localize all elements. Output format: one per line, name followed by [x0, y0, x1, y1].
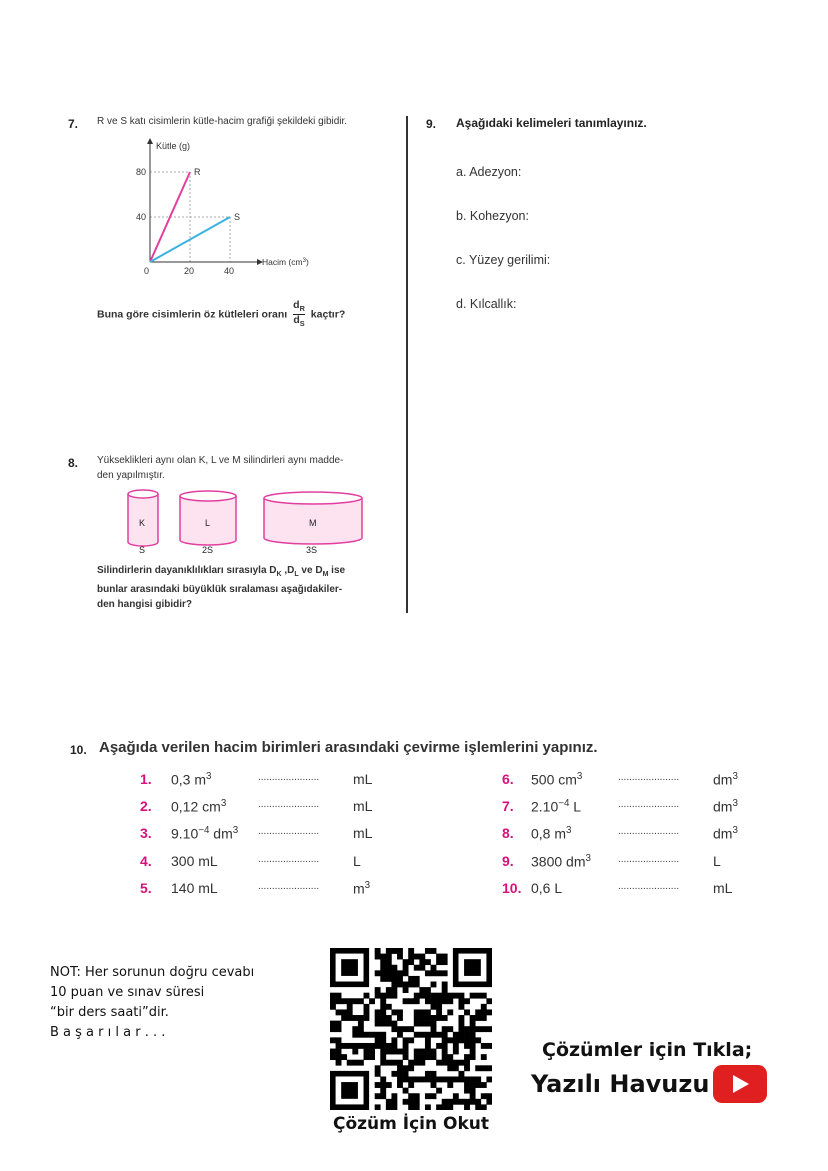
question-9-number: 9.: [426, 117, 437, 131]
conversion-value-exponent: 3: [566, 825, 572, 836]
target-unit-text: dm: [713, 798, 733, 815]
conversion-value-exponent: −4: [198, 825, 210, 836]
conversion-value: [171, 880, 218, 896]
conversion-number: 5.: [140, 880, 152, 896]
target-unit-text: L: [353, 853, 361, 869]
note-line2: 10 puan ve sınav süresi: [50, 985, 205, 1000]
answer-blank[interactable]: ......................: [258, 881, 320, 892]
question-10-title: Aşağıda verilen hacim birimleri arasındaki çevirme işlemlerini yapınız.: [99, 739, 598, 756]
cylinders-figure: [120, 488, 370, 556]
conversion-number: 8.: [502, 825, 514, 841]
qr-code[interactable]: [330, 948, 492, 1110]
cylinder-k-label: K: [139, 518, 146, 528]
conversion-value-exponent: −4: [558, 798, 570, 809]
question-7-prompt: [97, 300, 345, 329]
frac-bottom-sub: S: [299, 319, 305, 329]
answer-blank[interactable]: ......................: [618, 854, 680, 865]
cylinder-l-label: L: [205, 518, 211, 528]
target-unit-exponent: 3: [364, 880, 371, 891]
promo-line2: Yazılı Havuzu: [531, 1070, 710, 1098]
q8-sub-k: K: [276, 571, 282, 578]
conversion-value-text: 500 cm: [531, 771, 577, 788]
note-line4: B a ş a r ı l a r . . .: [50, 1025, 166, 1040]
question-8-prompt: [97, 563, 345, 612]
conversion-number: 6.: [502, 771, 514, 787]
conversion-value: [531, 853, 591, 870]
q8-text-line1: Yükseklikleri aynı olan K, L ve M silindirleri aynı madde-: [97, 455, 344, 466]
cylinder-m-label: M: [309, 518, 317, 528]
mass-volume-chart: [110, 135, 340, 280]
density-ratio-fraction: [293, 300, 305, 329]
conversion-value-exponent: 3: [585, 853, 591, 864]
target-unit: [353, 880, 370, 897]
target-unit-exponent: 3: [732, 798, 738, 809]
x-axis-label: Hacim $(cm^3)$: [262, 257, 309, 267]
column-divider: [406, 116, 408, 613]
series-label-s: S: [234, 212, 241, 222]
question-7-number: 7.: [68, 117, 79, 131]
conversion-number: 7.: [502, 798, 514, 814]
conversion-value-text: 2.10: [531, 798, 559, 815]
answer-blank[interactable]: ......................: [618, 772, 680, 783]
q8-prompt-line1b: ise: [328, 565, 346, 576]
target-unit-exponent: 3: [732, 771, 738, 782]
target-unit-text: m: [353, 880, 365, 897]
series-label-r: R: [194, 167, 201, 177]
conversion-number: 9.: [502, 853, 514, 869]
question-8-number: 8.: [68, 456, 79, 470]
qr-caption: Çözüm İçin Okut: [333, 1114, 490, 1134]
q8-prompt-line2: bunlar arasındaki büyüklük sıralaması aşağıdakiler-: [97, 584, 343, 595]
q8-prompt-line1a: Silindirlerin dayanıklılıkları sırasıyla D: [97, 565, 277, 576]
target-unit: [713, 880, 732, 896]
cylinder-k-area: S: [139, 545, 146, 555]
x-tick-label: 0: [144, 266, 150, 276]
y-axis-label: Kütle (g): [156, 141, 191, 151]
conversion-number: 4.: [140, 853, 152, 869]
answer-blank[interactable]: ......................: [618, 799, 680, 810]
conversion-value-text: 0,8 m: [531, 825, 567, 842]
conversion-value-text: 0,3 m: [171, 771, 207, 788]
x-tick-label: 20: [184, 266, 195, 276]
target-unit: [353, 771, 372, 787]
q9-item-yuzey-gerilimi: c. Yüzey gerilimi:: [456, 253, 551, 267]
exam-note: [50, 963, 254, 1043]
cylinder-m-area: 3S: [306, 545, 318, 555]
conversion-value: [531, 771, 582, 788]
note-line1: NOT: Her sorunun doğru cevabı: [50, 965, 255, 980]
answer-blank[interactable]: ......................: [618, 826, 680, 837]
question-7-text: R ve S katı cisimlerin kütle-hacim grafiği şekildeki gibidir.: [97, 116, 348, 127]
target-unit-text: L: [713, 853, 721, 869]
answer-blank[interactable]: ......................: [258, 799, 320, 810]
frac-top-sub: R: [299, 304, 305, 314]
conversion-value: [171, 853, 218, 869]
conversion-value-exponent: 3: [576, 771, 583, 782]
target-unit: [353, 853, 361, 869]
target-unit-text: mL: [713, 880, 733, 896]
target-unit-text: mL: [353, 798, 373, 814]
cylinder-l-area: 2S: [202, 545, 214, 555]
conversion-value-unit: L: [569, 798, 582, 815]
q7-prompt-suffix: kaçtır?: [310, 308, 346, 321]
conversion-value-text: 3800 dm: [531, 853, 586, 870]
conversion-value: [531, 880, 562, 896]
target-unit-text: dm: [713, 771, 733, 788]
target-unit: [713, 798, 738, 815]
q8-prompt-line3: den hangisi gibidir?: [97, 599, 192, 610]
question-9-title: Aşağıdaki kelimeleri tanımlayınız.: [456, 116, 647, 130]
frac-top: d: [293, 299, 300, 311]
q9-item-adezyon: a. Adezyon:: [456, 165, 522, 179]
target-unit-text: mL: [353, 771, 373, 787]
conversion-value-exponent: 3: [206, 771, 212, 782]
q9-item-kohezyon: b. Kohezyon:: [456, 209, 529, 223]
conversion-value-text: 9.10: [171, 825, 199, 842]
promo-link[interactable]: [531, 1065, 767, 1103]
target-unit: [713, 825, 738, 842]
target-unit-exponent: 3: [732, 825, 738, 836]
youtube-play-icon[interactable]: [713, 1065, 767, 1103]
q9-item-kilcallik: d. Kılcallık:: [456, 297, 517, 311]
answer-blank[interactable]: ......................: [258, 772, 320, 783]
question-10-number: 10.: [70, 743, 87, 757]
conversion-value-unit: dm: [209, 825, 233, 842]
target-unit-text: mL: [353, 825, 373, 841]
conversion-value: [171, 771, 211, 788]
y-tick-label: 80: [136, 167, 147, 177]
y-tick-label: 40: [136, 212, 147, 222]
answer-blank[interactable]: ......................: [258, 854, 320, 865]
x-tick-label: 40: [224, 266, 235, 276]
series-line-s: [150, 217, 230, 262]
target-unit: [713, 771, 738, 788]
q8-sep2: ve D: [298, 565, 323, 576]
conversion-value: [531, 825, 571, 842]
q8-prompt-line1: [97, 563, 345, 582]
conversion-number: 3.: [140, 825, 152, 841]
target-unit: [353, 825, 372, 841]
q8-sub-l: L: [294, 571, 299, 578]
conversion-value-exponent: 3: [220, 798, 227, 809]
target-unit: [353, 798, 372, 814]
q8-sep1: ,D: [281, 565, 295, 576]
q8-text-line2: den yapılmıştır.: [97, 470, 165, 481]
frac-bottom: d: [293, 314, 300, 327]
conversion-value: [171, 825, 238, 842]
conversion-value-text: 300 mL: [171, 853, 218, 869]
conversion-number: 1.: [140, 771, 152, 787]
answer-blank[interactable]: ......................: [258, 826, 320, 837]
conversion-value-text: 140 mL: [171, 880, 218, 896]
question-8-text: [97, 453, 343, 483]
conversion-number: 10.: [502, 880, 522, 896]
q7-prompt-prefix: Buna göre cisimlerin öz kütleleri oranı: [97, 308, 288, 321]
conversion-value: [171, 798, 226, 815]
conversion-value-text: 0,12 cm: [171, 798, 221, 815]
target-unit: [713, 853, 721, 869]
q8-sub-m: M: [322, 571, 329, 578]
answer-blank[interactable]: ......................: [618, 881, 680, 892]
note-line3: “bir ders saati”dir.: [50, 1005, 169, 1020]
conversion-value-text: 0,6 L: [531, 880, 563, 896]
conversion-value-unit-exponent: 3: [232, 825, 239, 836]
target-unit-text: dm: [713, 825, 733, 842]
promo-line1: Çözümler için Tıkla;: [542, 1039, 753, 1061]
conversion-number: 2.: [140, 798, 152, 814]
conversion-value: [531, 798, 581, 815]
